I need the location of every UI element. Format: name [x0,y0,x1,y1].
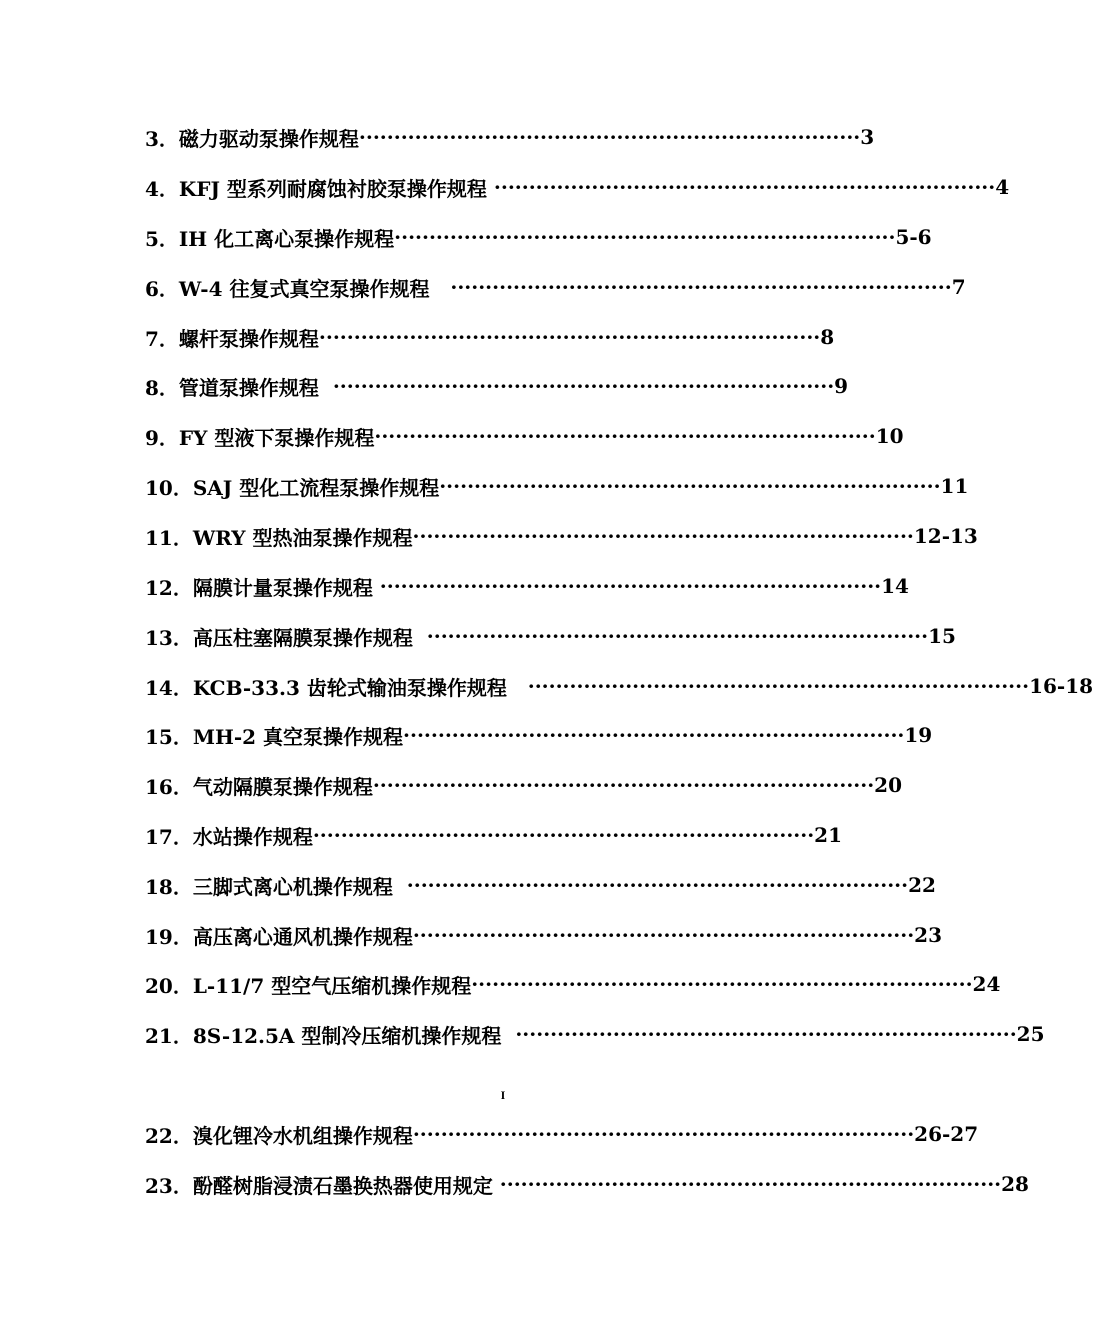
toc-entry-title: 14．KCB-33.3 齿轮式输油泵操作规程 [145,675,528,700]
toc-entry-page: 24 [972,972,1001,996]
toc-entry[interactable] [145,421,904,451]
toc-entry-title: 20．L-11/7 型空气压缩机操作规程 [145,973,472,998]
dot-leader: ········································································ [450,275,952,299]
toc-entry[interactable] [145,671,1093,701]
toc-entry-page: 3 [860,125,875,149]
dot-leader: ········································································ [332,374,835,398]
toc-entry[interactable] [145,820,843,850]
toc-entry[interactable] [145,920,943,950]
toc-entry-title: 6．W-4 往复式真空泵操作规程 [145,276,451,301]
dot-leader: ········································································ [372,773,875,797]
dot-leader: ········································································ [499,1172,1002,1196]
dot-leader: ········································································ [412,1122,915,1146]
toc-entry-title: 22．溴化锂冷水机组操作规程 [145,1123,413,1148]
toc-entry-page: 21 [814,823,843,847]
toc-entry-page: 10 [875,424,904,448]
toc-entry-title: 5．IH 化工离心泵操作规程 [145,226,395,251]
toc-entry[interactable] [145,1119,979,1149]
toc-entry[interactable] [145,1169,1029,1199]
toc-entry-title: 16．气动隔膜泵操作规程 [145,774,373,799]
dot-leader: ········································································ [412,923,915,947]
toc-entry[interactable] [145,870,936,900]
dot-leader: ········································································ [374,424,876,448]
toc-entry[interactable] [145,720,933,750]
toc-entry-page: 7 [951,275,966,299]
toc-entry-title: 4．KFJ 型系列耐腐蚀衬胶泵操作规程 [145,176,494,201]
toc-entry[interactable] [145,371,849,401]
toc-entry-title: 18．三脚式离心机操作规程 [145,874,407,899]
dot-leader: ········································································ [312,823,815,847]
toc-entry[interactable] [145,122,875,152]
toc-entry-title: 21．8S-12.5A 型制冷压缩机操作规程 [145,1023,516,1048]
dot-leader: ········································································ [426,624,929,648]
toc-entry-page: 5-6 [895,225,932,249]
toc-entry-title: 13．高压柱塞隔膜泵操作规程 [145,625,427,650]
toc-entry-title: 3．磁力驱动泵操作规程 [145,126,359,151]
toc-entry-page: 26-27 [914,1122,979,1146]
toc-entry-title: 9．FY 型液下泵操作规程 [145,425,375,450]
toc-entry-page: 19 [904,723,933,747]
toc-entry[interactable] [145,770,903,800]
toc-entry-page: 23 [914,923,943,947]
toc-entry-page: 15 [928,624,956,648]
toc-entry[interactable] [145,272,966,302]
toc-entry[interactable] [145,322,835,352]
toc-entry-page: 12-13 [913,524,978,548]
toc-entry-title: 17．水站操作规程 [145,824,313,849]
toc-entry[interactable] [145,172,1010,202]
toc-entry-title: 10．SAJ 型化工流程泵操作规程 [145,475,440,500]
toc-entry[interactable] [145,621,956,651]
dot-leader: ········································································ [527,674,1030,698]
dot-leader: ········································································ [439,474,941,498]
toc-entry[interactable] [145,571,909,601]
toc-entry-title: 15．MH-2 真空泵操作规程 [145,724,404,749]
toc-entry-page: 28 [1001,1172,1029,1196]
dot-leader: ········································································ [406,873,909,897]
page-number-marker: I [500,1088,506,1102]
dot-leader: ········································································ [493,175,996,199]
dot-leader: ········································································ [379,574,882,598]
toc-entry-page: 22 [908,873,936,897]
toc-entry-page: 25 [1016,1022,1045,1046]
dot-leader: ········································································ [403,723,905,747]
toc-entry[interactable] [145,969,1001,999]
toc-entry-page: 8 [820,325,835,349]
dot-leader: ········································································ [318,325,821,349]
toc-entry-title: 19．高压离心通风机操作规程 [145,924,413,949]
toc-entry-title: 7．螺杆泵操作规程 [145,326,319,351]
dot-leader: ········································································ [394,225,896,249]
dot-leader: ········································································ [515,1022,1017,1046]
toc-entry-page: 11 [940,474,969,498]
dot-leader: ········································································ [412,524,914,548]
toc-entry[interactable] [145,222,932,252]
toc-entry-title: 23．酚醛树脂浸渍石墨换热器使用规定 [145,1173,500,1198]
toc-entry-title: 11．WRY 型热油泵操作规程 [145,525,413,550]
toc-entry[interactable] [145,1019,1045,1049]
toc-entry-page: 20 [874,773,903,797]
toc-entry-title: 8．管道泵操作规程 [145,375,333,400]
toc-entry-page: 4 [995,175,1010,199]
toc-entry-page: 9 [834,374,849,398]
toc-entry[interactable] [145,521,978,551]
toc-entry-page: 14 [881,574,909,598]
toc-entry-page: 16-18 [1029,674,1093,698]
toc-entry-title: 12．隔膜计量泵操作规程 [145,575,380,600]
toc-entry[interactable] [145,471,969,501]
dot-leader: ········································································ [358,125,861,149]
dot-leader: ········································································ [471,972,973,996]
